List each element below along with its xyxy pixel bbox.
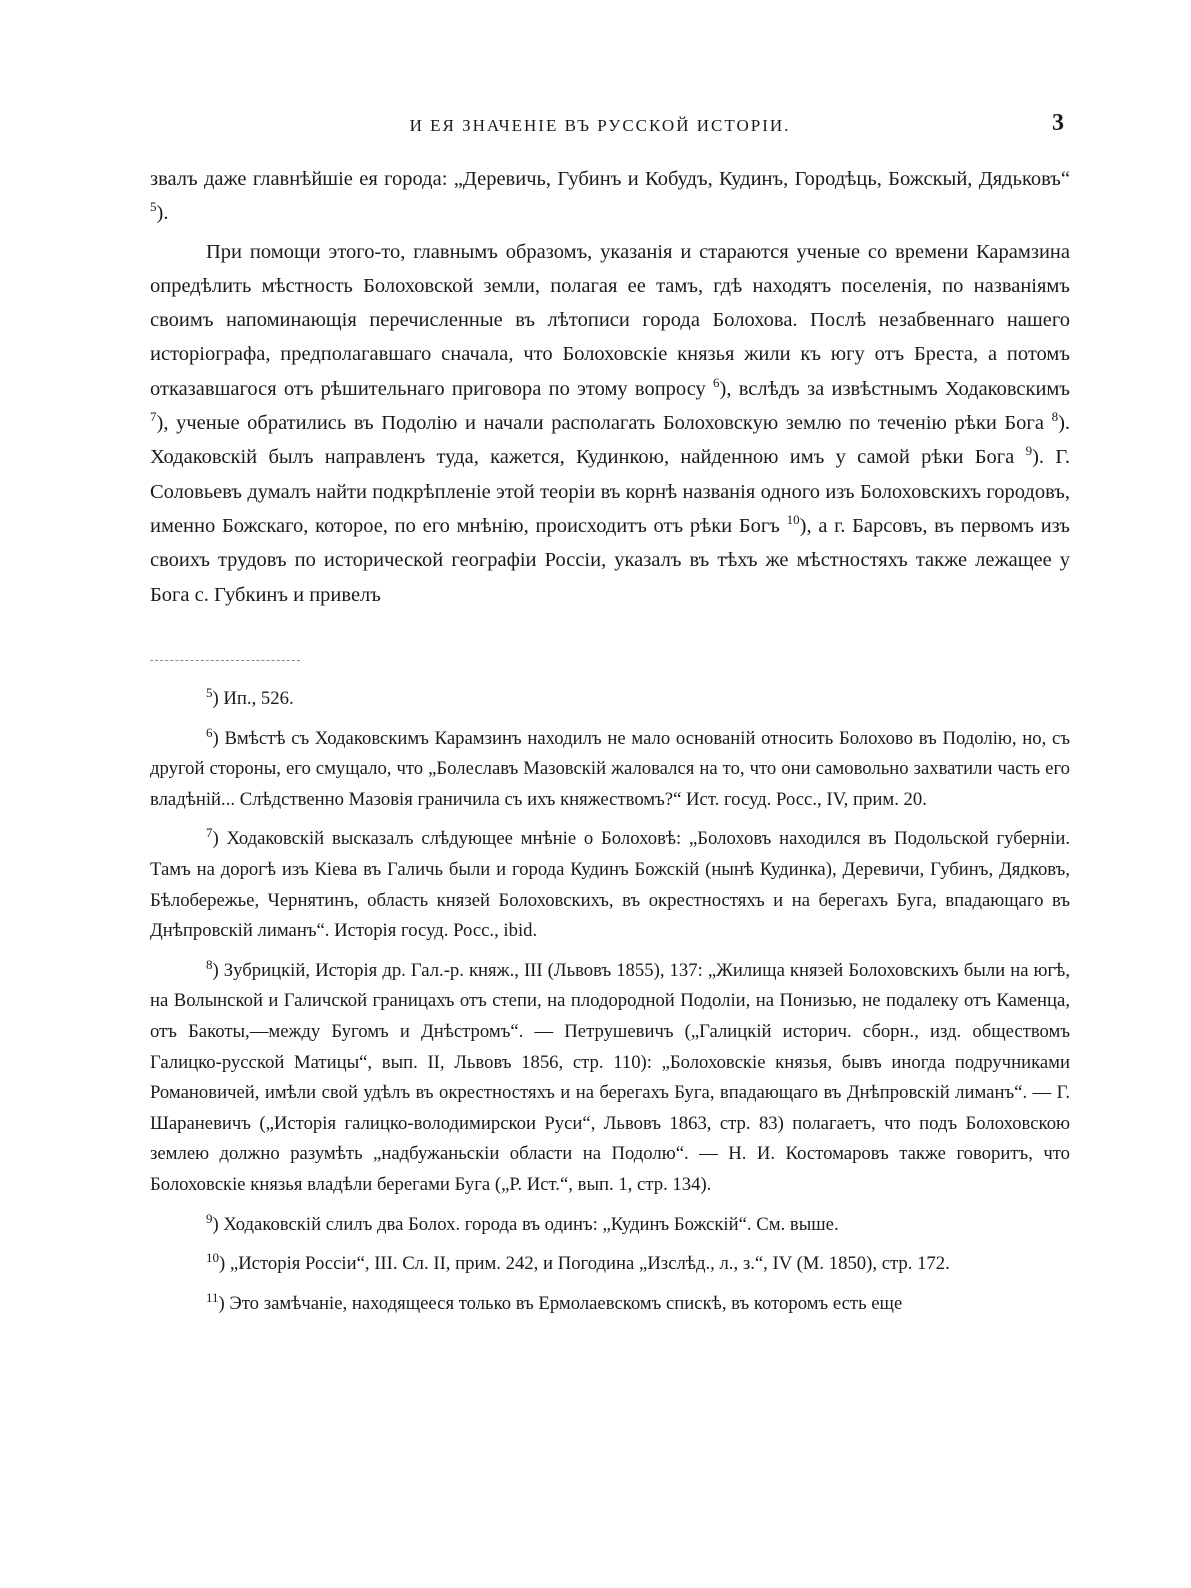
- note-ref-7: 7: [150, 409, 157, 425]
- note-ref-8: 8: [1051, 409, 1059, 425]
- footnote-9-mark: 9: [206, 1210, 213, 1226]
- note-ref-10: 10: [786, 512, 800, 528]
- paragraph-1: [150, 162, 1070, 231]
- footnote-10-mark: 10: [206, 1249, 219, 1265]
- paragraph-2-part-d: ). Ходаковскій былъ направленъ туда, кажется, Кудинкою, найденною имъ у самой рѣки Бога: [150, 412, 1071, 469]
- paragraph-1-text: звалъ даже главнѣйшіе ея города: „Деревичь, Губинъ и Кобудъ, Кудинъ, Городѣць, Божскый, Дядьковъ“: [150, 168, 1070, 190]
- paragraph-2: [150, 235, 1070, 612]
- footnote-5: [150, 684, 1070, 715]
- footnote-6-text: ) Вмѣстѣ съ Ходаковскимъ Карамзинъ находилъ не мало основаній относить Болохово въ Подолію, но, съ другой стороны, его смущало, что „Болеславъ Мазовскій жаловался на то, что они самовольно захватили часть его владѣній... Слѣдственно Мазовія граничила съ ихъ княжествомъ?“ Ист. госуд. Росс., IV, прим. 20.: [150, 727, 1070, 810]
- footnote-7-mark: 7: [206, 825, 213, 841]
- footnote-9-text: ) Ходаковскій слилъ два Болох. города въ одинъ: „Кудинъ Божскій“. См. выше.: [212, 1213, 839, 1235]
- footnote-separator: [150, 660, 300, 661]
- paragraph-2-part-f: ), а г. Барсовъ, въ первомъ изъ своихъ трудовъ по исторической географіи Россіи, указалъ въ тѣхъ же мѣстностяхъ также лежащее у Бога с. Губкинъ и привелъ: [150, 514, 1071, 606]
- footnote-10: [150, 1249, 1070, 1280]
- footnote-9: [150, 1210, 1070, 1241]
- paragraph-1-end: ).: [156, 202, 169, 225]
- paragraph-2-part-e: ). Г. Соловьевъ думалъ найти подкрѣпленіе этой теоріи въ корнѣ названія одного изъ Болоховскихъ городовъ, именно Божскаго, которое, по его мнѣнію, происходитъ отъ рѣки Богъ: [150, 446, 1070, 537]
- footnote-11: [150, 1289, 1070, 1320]
- footnote-10-text: ) „Исторія Россіи“, III. Сл. II, прим. 242, и Погодина „Изслѣд., л., з.“, IV (М. 1850), стр. 172.: [219, 1253, 950, 1275]
- footnote-6: [150, 724, 1070, 816]
- note-ref-6: 6: [713, 374, 720, 390]
- footnote-6-mark: 6: [206, 724, 213, 740]
- running-title: И ЕЯ ЗНАЧЕНІЕ ВЪ РУССКОЙ ИСТОРІИ.: [409, 116, 791, 135]
- paragraph-2-part-c: ), ученые обратились въ Подолію и начали располагать Болоховскую землю по теченію рѣки Бога: [156, 412, 1044, 435]
- footnote-8-text: ) Зубрицкій, Исторія др. Гал.-р. княж., III (Львовъ 1855), 137: „Жилища князей Болоховскихъ были на югѣ, на Волынской и Галичской границахъ отъ степи, на плодородной Подоліи, на Понизью, не подалеку отъ Каменца, отъ Бакоты,—между Бугомъ и Днѣстромъ“. — Петрушевичъ („Галицкій историч. сборн., изд. обществомъ Галицко-русской Матицы“, вып. II, Львовъ 1856, стр. 110): „Болоховскіе князья, бывъ иногда подручниками Романовичей, имѣли свой удѣлъ въ окрестностяхъ и на берегахъ Буга, впадающаго въ Днѣпровскій лиманъ“. — Г. Шараневичъ („Исторія галицко-володимирскои Руси“, Львовъ 1863, стр. 83) полагаетъ, что подъ Болоховскою землею должно разумѣть „надбужаньскіи области на Подолю“. — Н. И. Костомаровъ также говоритъ, что Болоховскіе князья владѣли берегами Буга („Р. Ист.“, вып. 1, стр. 134).: [150, 959, 1070, 1195]
- footnote-8-mark: 8: [206, 956, 213, 972]
- footnote-5-mark: 5: [206, 684, 213, 700]
- paragraph-2-part-a: При помощи этого-то, главнымъ образомъ, указанія и стараются ученые со времени Карамзина опредѣлить мѣстность Болоховской земли, полагая ее тамъ, гдѣ находятъ поселенія, по названіямъ своимъ напоминающія перечисленные въ лѣтописи города Болохова. Послѣ незабвеннаго нашего исторіографа, предполагавшаго сначала, что Болоховскіе князья жили къ югу отъ Бреста, а потомъ отказавшагося отъ рѣшительнаго приговора по этому вопросу: [150, 240, 1070, 400]
- footnote-11-text: ) Это замѣчаніе, находящееся только въ Ермолаевскомъ спискѣ, въ которомъ есть еще: [218, 1292, 903, 1314]
- footnote-7: [150, 824, 1070, 946]
- main-text: [150, 162, 1070, 612]
- footnote-8: [150, 956, 1070, 1201]
- running-header: [150, 112, 1070, 142]
- note-ref-9: 9: [1025, 443, 1033, 459]
- footnotes: [150, 684, 1070, 1328]
- footnote-5-text: ) Ип., 526.: [212, 688, 294, 709]
- footnote-7-text: ) Ходаковскій высказалъ слѣдующее мнѣніе о Болоховѣ: „Болоховъ находился въ Подольской губерніи. Тамъ на дорогѣ изъ Кіева въ Галичь были и города Кудинъ Божскій (нынѣ Кудинка), Деревичи, Губинъ, Дядковъ, Бѣлобережье, Чернятинъ, область князей Болоховскихъ, въ окрестностяхъ и на берегахъ Буга, впадающаго въ Днѣпровскій лиманъ“. Исторія госуд. Росс., ibid.: [150, 828, 1070, 942]
- footnote-11-mark: 11: [206, 1289, 219, 1305]
- paragraph-2-part-b: ), вслѣдъ за извѣстнымъ Ходаковскимъ: [719, 377, 1071, 400]
- page-number: 3: [1052, 110, 1064, 136]
- note-ref-5: 5: [150, 199, 157, 215]
